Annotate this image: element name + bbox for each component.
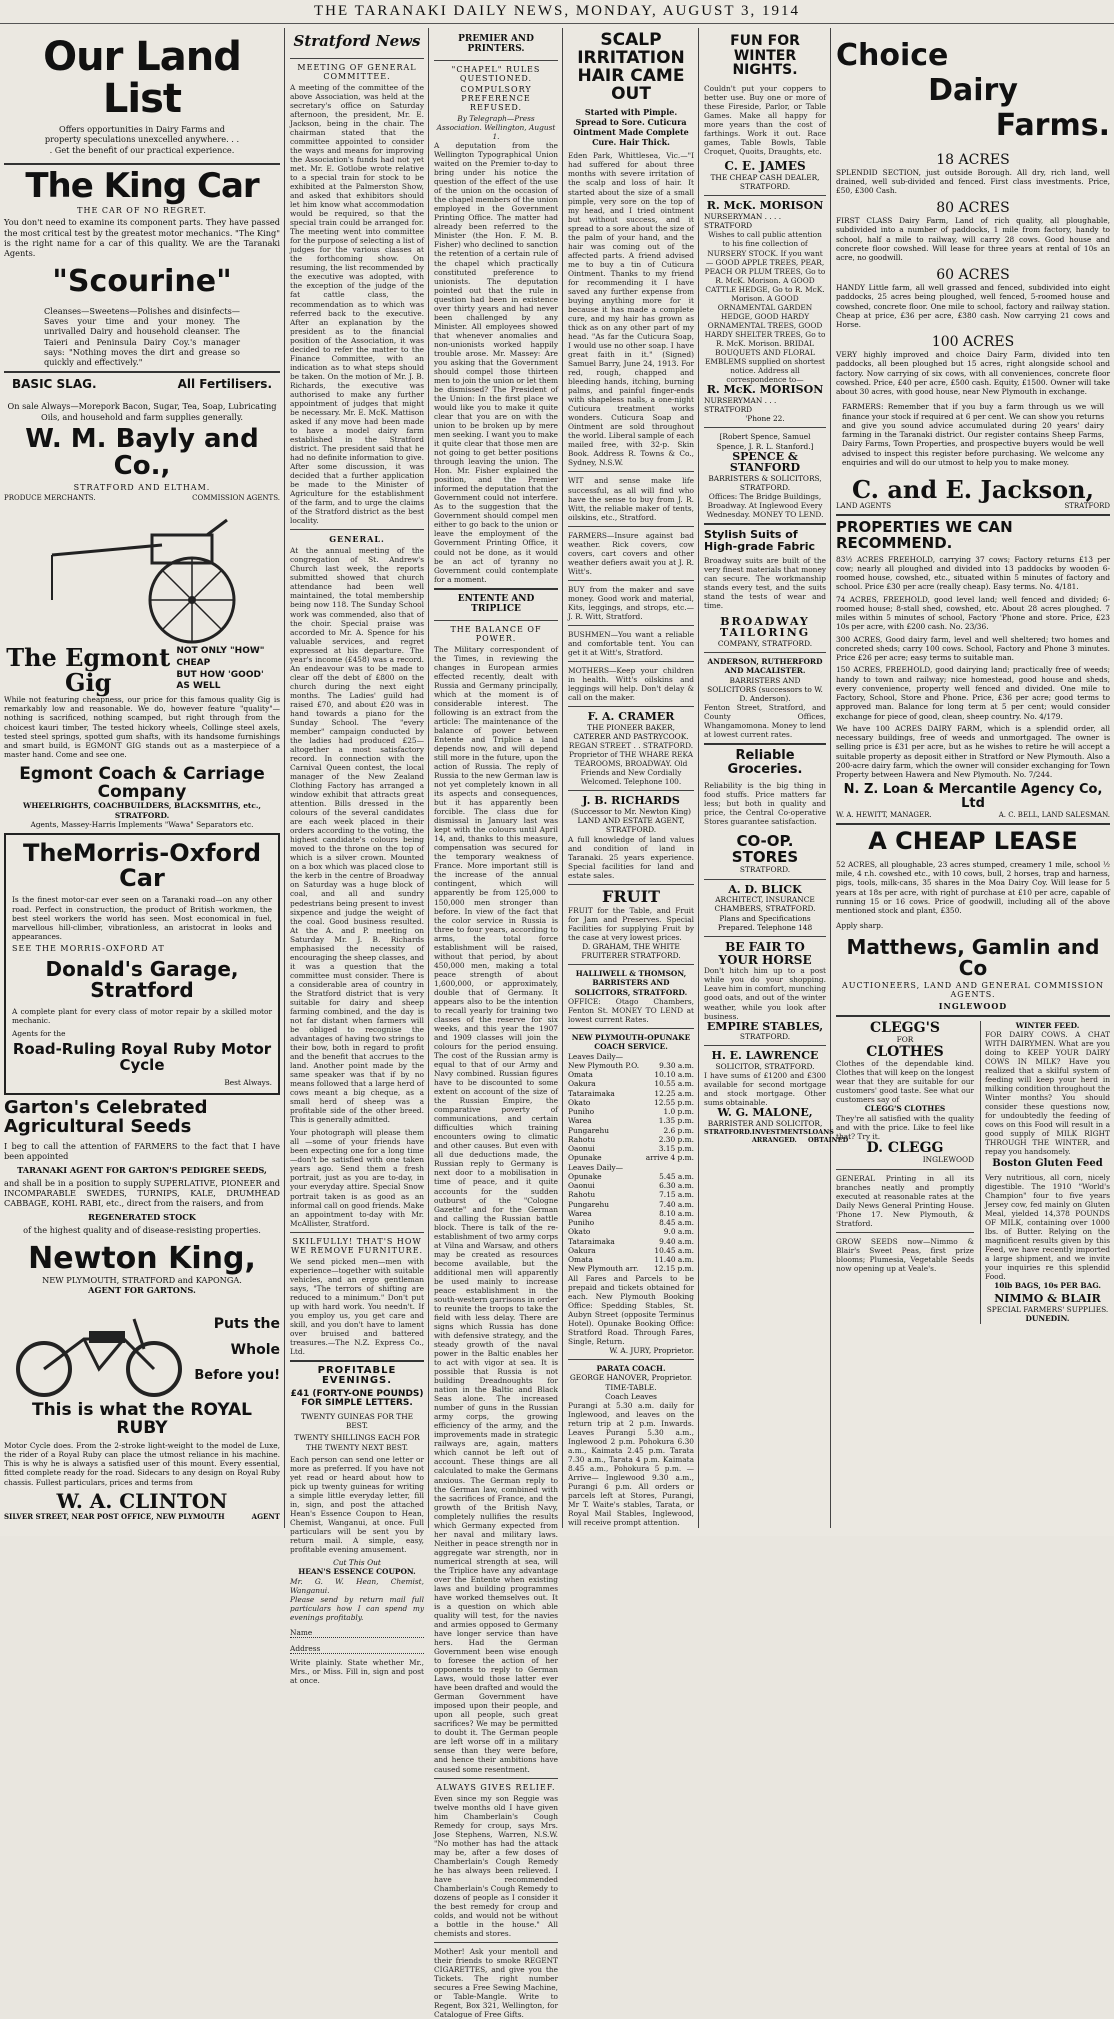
egmont-title: The Egmont Gig — [6, 642, 171, 697]
cut-out: Cut This Out — [333, 1558, 381, 1568]
royal-title: This is what the ROYAL RUBY — [31, 1400, 253, 1438]
properties-list — [836, 555, 1110, 780]
fair-body: Don't hitch him up to a post while you do your shopping. Leave him in comfort, munching good oats, and out of the winter weather, while you look after business. — [704, 966, 826, 1021]
hanover: GEORGE HANOVER, Proprietor. TIME-TABLE. — [569, 1373, 693, 1392]
general-body: At the annual meeting of the congregation of St. Andrew's Church last week, the reports submitted showed that church attendance had been well maintained, the total membership being now 118. The Sunday School work was commended, also that of the choir. Special praise was accorded to Mr. A. Spence for his valuable services, and regret expressed at his departure. The year's income (£458) was a record. An endeavour was to be made to clear off the debt of £800 on the church during the next eight months. The Ladies' guild had raised £70, and about £20 was in hand towards a piano for the Sunday School. The "every member" campaign conducted by the ladies had produced £25—altogether a most satisfactory record. In connection with the Carnival Queen contest, the local manager of the New Zealand Clothing Factory has arranged a window exhibit that attracts great attention. Bills dressed in the colours of the several candidates are each week placed in their orders according to the voting, the highest candidate's colours being moved to the throne on the top of which is a silver crown. Mounted on a box which was placed close to the kerb in the centre of Broadway on Saturday was a huge block of coal, and all and sundry pedestrians being present to invest sixpence and judge the weight of the coal. Good business resulted. At the A. and P. meeting on Saturday Mr. J. B. Richards emphasised the necessity of encouraging the sheep classes, and it was a question that the committee must consider. There is a considerable area of country in the Stratford district that is very suitable for dairy and sheep farming combined, and the day is not far distant when farmers will be obliged to recognise the advantages of having two strings to their bow, both in regard to profit and the benefit that accrues to the land. Another point made by the same speaker was that if by no means followed that a large herd of cows meant a big cheque, as a small herd of sheep was a profitable side of the other breed. This is generally admitted. — [290, 546, 424, 1125]
sanger-body: Mother! Ask your mentoll and their friends to smoke REGENT CIGARETTES, and give you the Tickets. The right number secures a Free Sewing Machine, or Table-Mangle. Write to Regent, Box 321, Wellington, for Catalogue of Free Gifts. — [434, 1947, 558, 2019]
stop-time: 1.0 p.m. — [663, 1107, 694, 1117]
morison-head: R. McK. MORISON — [706, 199, 824, 213]
winter-feed-ad — [980, 1021, 1110, 1324]
garton-ad — [4, 1099, 280, 1295]
timetable-row — [568, 1237, 694, 1246]
coach-title: Egmont Coach & Carriage Company — [19, 763, 265, 802]
motorcycle-illustration — [4, 1299, 194, 1399]
fruit-body: FRUIT for the Table, and Fruit for Jam and Preserves. Special Facilities for supplying Fruit by the case at very lowest prices. — [568, 905, 694, 942]
morris-title: TheMorris-Oxford Car — [22, 839, 262, 893]
clinton-addr: SILVER STREET, NEAR POST OFFICE, NEW PLYMOUTH — [4, 1511, 225, 1521]
garton-body3: of the highest quality and of disease-resisting properties. — [23, 1224, 261, 1235]
entente-body: The Military correspondent of the Times, in reviewing the changes in European armies effected recently, dealt with Russia and Germany principally, which at the moment is of considerable interest. The following is an extract from the article: The maintenance of the balance of power between Entente and Triplice a land depends now, and will depend still more in the future, upon the action of Russia. The reply of Russia to the new German law is not yet completely known in all its aspects and consequences, but it has apparently been forcible. The class due for dismissal in January last was kept with the colours until April 14, and, thanks to this measure, compensation was secured for the temporary weakness of France. More important still is the increase of the annual contingent, which will apparently be from 125,000 to 150,000 men stronger than before. In view of the fact that the color service in Russia is three to four years, according to arms, the total force establishment will be raised, without that period, by about 450,000 men, making a total peace strength of about 1,600,000, or approximately, double that of Germany. It appears also to be the intention to recall yearly for training two classes of the reserve for six weeks, and this year the 1907 and 1909 classes will join the colours for the period ensuing. The cost of the Russian army is equal to that of our Army and Navy combined. Russian figures have to be discounted to some extent on account of the size of the Russian Empire, the comparative poverty of communications, and certain difficulties which training encounters owing to climatic and other causes. But even with all due deductions made, the Russian reply to Germany is next door to a mobilisation in time of peace, and it quite accounts for the sudden outburst of the "Cologne Gazette" and for the German and calling the Russian battle block. There is talk of the re-establishment of two army corps at Vilna and Warsaw, and others may be created as resources become available, but the additional men will apparently be used mainly to increase peace establishment in the south-western garrisons in order to reunite the troops to take the field with less delay. There are signs which Russia has done with defensive strategy, and the steady growth of the naval power in the Baltic enables her to act with vigor at sea. It is possible that Russia is not building Dreadnoughts for nation in the Baltic and Black Seas alone. The increased number of guns in the Russian army corps, the growing efficiency of the army, and the improvements made in strategic railways are, again, matters which cannot be left out of account. These things are all calculated to make the Germans anxious. The German reply to the German law, combined with the sacrifices of France, and the growth of the British Navy, completely nullifies the results which Germany expected from her naval and military laws. Neither in peace strength nor in aggregate war strength, nor in numerical strength at sea, will the Triplice have any advantage over the Entente when existing laws and building programmes have worked themselves out. It is a question on which able quality will test, for the navies and armies opposed to Germany have longer service than have hers. Had the German Government been wise enough to foresee the action of her opponents to reply to German Laws, would those latter ever have been drafted and would the German Government have imposed upon their people, and upon all people, such great sacrifices? We may be permitted to doubt it. The German people are left worse off in a military sense than they were before, and hence their ambitions have caused some resentment. — [434, 644, 558, 1774]
lease-body: 52 ACRES, all ploughable, 23 acres stumped, creamery 1 mile, school ½ mile, 4 r.h. cowshed etc., with 10 cows, bull, 2 horses, trap and harness, pigs, tools, milk-cans, 35 shares in the Moa Dairy Coy. Will lease for 5 years at 18s per acre, with right of purchase at £10 per acre, capable of running 15 or 16 cows. Price of goodwill, including all of the above mentioned stock and plant, £350. — [836, 859, 1110, 916]
stop-name: Okato — [568, 1097, 591, 1107]
bushmen-body: BUSHMEN—You want a reliable and comfortable tent. You can get it at Witt's, Stratford. — [568, 629, 694, 657]
halliwell-body: OFFICE: Otago Chambers, Fenton St. MONEY TO LEND at lowest current Rates. — [568, 996, 694, 1025]
timetable-row — [568, 1135, 694, 1144]
cramer-head: F. A. CRAMER — [587, 710, 675, 724]
photo-body: Your photograph will please them all —some of your friends have been expecting one for a long time—don't be satisfied with one taken years ago. Send them a fresh portrait, just as you are to-day, in your everyday attire. Special Snow portrait taken is as good as an informal call on good friends. Make an appointment to-day with Mr. McAllister, Stratford. — [290, 1128, 424, 1228]
bayly-ad — [4, 377, 280, 501]
stop-name: Omata — [568, 1070, 593, 1080]
stop-time: 7.40 a.m. — [659, 1199, 694, 1209]
mothers-body: MOTHERS—Keep your children in health. Witt's oilskins and leggings will help. Don't delay & call on the maker. — [568, 666, 694, 703]
stop-time: 12.55 p.m. — [654, 1097, 694, 1107]
donald-title: Donald's Garage, Stratford — [45, 956, 239, 1002]
stop-time: 8.45 a.m. — [659, 1218, 694, 1228]
farms-head: Farms. — [995, 108, 1110, 143]
coupon-foot: Write plainly. State whether Mr., Mrs., or Miss. Fill in, sign and post at once. — [290, 1657, 424, 1685]
spence-names: [Robert Spence, Samuel Spence, J. R. L. Stanford.] — [716, 432, 814, 451]
stop-name: Warea — [568, 1116, 592, 1126]
stop-name: Oakura — [568, 1079, 596, 1089]
blick-head: A. D. BLICK — [728, 882, 802, 896]
nursery-line: NURSERYMAN . . . . STRATFORD — [704, 211, 782, 231]
timetable-row — [568, 1089, 694, 1098]
empire-sub: STRATFORD. — [739, 1032, 791, 1042]
timetable-row — [568, 1264, 694, 1273]
morris-body: Is the finest motor-car ever seen on a Taranaki road—on any other road. Perfect in construction, the product of British workmen, the best steel workers the world has seen. Most economical in fuel, marvellous hill-climber, vibrationless, an aristocrat in looks and appearances. — [12, 895, 272, 942]
stop-time: 7.15 a.m. — [659, 1190, 694, 1200]
land-list-title: Our Land List — [43, 34, 241, 122]
premier-body: A deputation from the Wellington Typographical Union waited on the Premier to-day to bring under his notice the question of the effect of the use of the union on the occasion of the chapel members of the union employed in the Government Printing Office. The matter had already been referred to the Minister (the Hon. F. M. B. Fisher) who declined to sanction the retention of a certain rule of the chapel which practically constituted preference to unionists. The deputation pointed out that the rule in question had been in existence over thirty years and had never been challenged by any Minister. All employees showed that whenever anomalies and non-unionists worked happily trouble arose. Mr. Massey: Are you asking that the Government should compel those thirteen men to join the union or let them be dismissed? The President of the Union: In the first place we would like you to make it quite clear that you are on with the union to be broken up by mere men seeking. I want you to make it quite clear that those men are not going to get better positions through leaving the union. The Hon. Mr. Fisher explained the position, and the Premier informed the deputation that the Government could not interfere. As to the suggestion that the Government should compel men either to go back to the union or leave the employment of the Government Printing Office, it could not be done, as it would be an act of tyranny no Government could contemplate for a moment. — [434, 141, 558, 584]
garton-agent: TARANAKI AGENT FOR GARTON'S PEDIGREE SEEDS, — [17, 1164, 267, 1175]
wit-body: WIT and sense make life successful, as all will find who have the sense to buy from J. R. Witt, the reliable maker of tents, oilskins, etc., Stratford. — [568, 476, 694, 522]
loans: LOANS OBTAINED — [807, 1128, 849, 1145]
column-2 — [286, 26, 428, 1685]
coach-foot: All Fares and Parcels to be prepaid and tickets obtained for each. New Plymouth Booking Office: Spedding Stables, St. Aubyn Street (opposite Terminus Hotel). Opunake Booking Office: Stratford Road. Through Fares, Single, Return. — [568, 1273, 694, 1346]
agm-body: A meeting of the committee of the above Association, was held at the secretary's office on Saturday afternoon, the president, Mr. E. Jackson, being in the chair. The chairman stated that the committee appointed to consider the ways and means for improving the Association's funds had not yet met. Mr. E. Gotlobe wrote relative to a special train for stock to be exhibited at the Palmerston Show, and asked that exhibitors should let him know what accommodation would be required, so that the special train could be arranged for. The meeting went into committee for the purpose of selecting a list of judges for the various classes at the forthcoming show. On resuming, the list recommended by the executive was adopted, with the exception of the judge of the fat cattle class, the recommendation as to which was referred back to the executive. After an explanation by the president as to the financial position of the Association, it was decided to refer the matter to the Finance Committee, with an indication as to what steps should be taken. On the motion of Mr. J. B. Richards, the executive was authorised to make any further appointment of judges that might be necessary. Mr. E. McK. Mattison asked if any move had been made to have a model dairy farm established in the Stratford district. The president said that he had no definite information to give. After some discussion, it was decided that a further application be made to the Minister of Agriculture for the establishment of the farm, and to urge the claims of the Stratford district as the best locality. — [290, 82, 424, 526]
stop-time: arrive 4 p.m. — [645, 1153, 694, 1163]
scalp-head: SCALP IRRITATION HAIR CAME OUT — [577, 30, 685, 104]
stop-time: 6.30 a.m. — [659, 1181, 694, 1191]
general-printing: GENERAL Printing in all its branches neatly and promptly executed at reasonable rates at the Daily News General Printing House. 'Phone 17. New Plymouth, & Stratford. — [836, 1173, 974, 1228]
king-car-title: The King Car — [25, 165, 259, 206]
seeds-body: GROW SEEDS now—Nimmo & Blair's Sweet Peas, first prize blooms; Plumesia, Vegetable Seeds now opening up at Veale's. — [836, 1236, 974, 1273]
stop-time: 9.30 a.m. — [659, 1060, 694, 1070]
stop-time: 12.15 p.m. — [654, 1264, 694, 1274]
timetable-row — [568, 1144, 694, 1153]
phone-22: 'Phone 22. — [745, 414, 785, 424]
acres-80-body: FIRST CLASS Dairy Farm, Land of rich quality, all ploughable, subdivided into a number of paddocks, 1 mile from factory, handy to school, half a mile to railway, will carry 28 cows. Good house and concrete floor cowshed. Will lease for three years at rental of 10s an acre, no goodwill. — [836, 216, 1110, 263]
gluten-head: Boston Gluten Feed — [992, 1158, 1103, 1170]
leaves-daily-2: Leaves Daily— — [568, 1162, 624, 1172]
stop-name: Oakura — [568, 1245, 596, 1255]
malone-head: W. G. MALONE, — [717, 1106, 813, 1120]
farmers-witt: FARMERS—Insure against bad weather. Rick covers, cow covers, cart covers and other weather defiers await you at J. R. Witt's. — [568, 530, 694, 576]
cramer-sub: THE PIONEER BAKER, CATERER AND PASTRYCOOK. — [573, 722, 689, 741]
stop-name: Puniho — [568, 1107, 595, 1117]
gig-illustration — [42, 505, 242, 645]
stop-time: 1.35 p.m. — [658, 1116, 694, 1126]
choice-head: Choice — [836, 38, 949, 73]
stop-name: Omata — [568, 1255, 593, 1265]
timetable-outbound — [568, 1061, 694, 1163]
newton-title: Newton King, — [28, 1241, 256, 1276]
scourine-title: "Scourine" — [52, 264, 232, 300]
stop-name: Rahotu — [568, 1134, 596, 1144]
acres-18-head: 18 ACRES — [936, 152, 1010, 168]
timetable-row — [568, 1153, 694, 1162]
column-6 — [832, 26, 1114, 1531]
scourine-ad — [4, 266, 280, 367]
byline: By Telegraph—Press Association. Wellington, August 1. — [436, 114, 556, 142]
regen: REGENERATED STOCK — [88, 1211, 196, 1222]
stop-name: Rahotu — [568, 1190, 596, 1200]
coach-sub: WHEELRIGHTS, COACHBUILDERS, BLACKSMITHS, etc., STRATFORD. — [23, 801, 261, 820]
garton-body1: I beg to call the attention of FARMERS to the fact that I have been appointed — [4, 1141, 280, 1162]
stop-time: 2.6 p.m. — [663, 1125, 694, 1135]
broadway-head: BROADWAY TAILORING — [719, 614, 811, 640]
stop-name: Oaonui — [568, 1144, 595, 1154]
basic-slag: BASIC SLAG. — [12, 377, 97, 392]
clinton-title: W. A. CLINTON — [56, 1488, 228, 1513]
newton-sub: NEW PLYMOUTH, STRATFORD and KAPONGA. — [42, 1274, 242, 1285]
scalp-body: Eden Park, Whittlesea, Vic.—"I had suffered for about three months with severe irritation of the scalp and loss of hair. It started about the size of a small pimple, very sore on the top of my head, and I tried ointment but without success, and it spread to a sore about the size of the palm of your hand, and the hair was coming out of the affected parts. A friend advised me to buy a tin of Cuticura Ointment. Thanks to my friend for recommending it I have saved any further expense from buying anything more for it because it has made a complete cure, and my hair has grown as thick as on any other part of my head. "As far the Cuticura Soap, I would use no other soap. I have great faith in it." (Signed) Samuel Barry, June 24, 1913. For red, rough, chapped and bleeding hands, itching, burning palms, and painful finger-ends with shapeless nails, a one-night Cuticura treatment works wonders. Cuticura Soap and Ointment are sold throughout the world. Liberal sample of each mailed free, with 32-p. Skin Book. Address R. Towns & Co., Sydney, N.S.W. — [568, 151, 694, 468]
clegg-for: FOR — [896, 1035, 914, 1045]
king-car-sub: THE CAR OF NO REGRET. — [77, 206, 207, 216]
leaves-daily: Leaves Daily— — [568, 1051, 624, 1061]
before: Before you! — [194, 1367, 280, 1383]
timetable-row — [568, 1255, 694, 1264]
whole: Whole — [230, 1341, 280, 1358]
spence-head: SPENCE & STANFORD — [729, 449, 801, 475]
property-listing: We have 100 ACRES DAIRY FARM, which is a splendid order, all necessary buildings, free of weeds and unmortgaged. The owner is selling price is £31 per acre, but as he wishes to retire he will accept a suitable property as deposit either in Stratford or New Plymouth. Also a 200-acre dairy farm, which the owner will consider exchanging for Town Property between Hawera and New Plymouth. No. 7/244. — [836, 723, 1110, 780]
clegg-clothes-2: CLEGG'S CLOTHES — [864, 1104, 946, 1114]
compulsory: COMPULSORY PREFERENCE REFUSED. — [460, 85, 532, 112]
stop-time: 10.55 a.m. — [654, 1079, 694, 1089]
garton-body2: and shall be in a position to supply SUPERLATIVE, PIONEER and INCOMPARABLE SWEDES, TURNIPS, KALE, DRUMHEAD CABBAGE, KOHL RABI, etc., direct from the raisers, and from — [4, 1177, 280, 1209]
column-1 — [0, 26, 284, 1531]
scourine-body: Cleanses—Sweetens—Polishes and disinfects—Saves your time and your money. The unrivalled Dairy and household cleanser. The Taieri and Peninsula Dairy Coy.'s manager says: "Nothing moves the dirt and grease so quickly and effectively." — [44, 305, 240, 368]
coupon-please: Please send by return mail full particulars how I can spend my evenings profitably. — [290, 1594, 424, 1622]
richards-sub: (Successor to Mr. Newton King) LAND AND ESTATE AGENT, STRATFORD. — [571, 806, 691, 835]
timetable-row — [568, 1126, 694, 1135]
grocer-body: Reliability is the big thing in food stuffs. Price matters far less; but both in quality and price, the Central Co-operative Stores guarantee satisfaction. — [704, 780, 826, 826]
property-listing: 83½ ACRES FREEHOLD, carrying 37 cows; Factory returns £13 per cow; nearly all ploughed and divided into 13 paddocks by wooden 6-roomed house, cowshed, etc., situated within 5 minutes of factory and school. Price £30 per acre (really cheap). Easy terms. No. 4/181. — [836, 554, 1110, 592]
anderson-head: ANDERSON, RUTHERFORD AND MACALISTER. — [707, 657, 823, 676]
coupon-name: Name — [290, 1628, 424, 1638]
property-listing: 300 ACRES, Good dairy farm, level and well sheltered; two homes and concreted sheds; carry 100 cows. School, Factory and Phone 3 minutes. Price £26 per acre; easy terms to suitable man. — [836, 634, 1110, 663]
richards-body: A full knowledge of land values and condition of land in Taranaki. 25 years experience. Special facilities for land and estate sales. — [568, 834, 694, 880]
coach-leaves: Coach Leaves — [605, 1391, 657, 1401]
timetable-row — [568, 1116, 694, 1125]
acres-100-body: VERY highly improved and choice Dairy Farm, divided into ten paddocks, all been ploughed but 15 acres, right alongside school and factory. Now carrying of six cows, with all conveniences, concrete floor cowshed. Price, £40 per acre, £500 cash. Equity, £1500. Owner will take about 30 acres, with good house, near New Plymouth in exchange. — [836, 350, 1110, 396]
hewitt: W. A. HEWITT, MANAGER. — [836, 810, 932, 819]
column-rule — [284, 28, 285, 1528]
scalp-sub: Started with Pimple. Spread to Sore. Cuticura Ointment Made Complete Cure. Hair Thick. — [573, 107, 689, 148]
timetable-row — [568, 1098, 694, 1107]
lawrence-sub: SOLICITOR, STRATFORD. — [715, 1061, 815, 1071]
clegg-place: INGLEWOOD — [922, 1155, 974, 1165]
newton-agent: AGENT FOR GARTONS. — [88, 1284, 196, 1295]
column-4 — [564, 26, 698, 1531]
puts: Puts the — [213, 1315, 280, 1332]
suits-body: Broadway suits are built of the very finest materials that money can secure. The workmanship stands every test, and the suits stand the tests of wear and time. — [704, 555, 826, 610]
lease-head: A CHEAP LEASE — [868, 826, 1078, 855]
sale-line: On sale Always—Morepork Bacon, Sugar, Tea, Soap, Lubricating Oils, and household and farm supplies generally. — [7, 401, 277, 422]
stop-name: Opunake — [568, 1171, 602, 1181]
balance-head: THE BALANCE OF POWER. — [450, 624, 542, 643]
clegg-name: D. CLEGG — [866, 1139, 944, 1156]
royal-ruby-ad — [4, 1299, 280, 1399]
stop-time: 10.10 a.m. — [654, 1070, 694, 1080]
column-rule — [830, 28, 831, 1528]
winter-feed: WINTER FEED. — [1015, 1020, 1080, 1030]
malone-sub: BARRISTER AND SOLICITOR, — [707, 1118, 823, 1128]
parata-body: Purangi at 5.30 a.m. daily for Inglewood, and leaves on the return trip at 2 p.m. Inwards. Leaves Purangi 5.30 a.m., Inglewood 2 p.m. Pohokura 6.30 a.m., Kaimata 2.45 p.m. Tarata 7.30 a.m., Tarata 4 p.m. Kaimata 8.45 a.m., Pohokura 5 p.m. —Arrive— Inglewood 9.30 a.m., Purangi 6 p.m. All orders or parcels left at Stores, Purangi, Mr T. Waite's stables, Tarata, or Royal Mail Stables, Inglewood, will receive prompt attention. — [568, 1401, 694, 1528]
richards-head: J. B. RICHARDS — [582, 794, 680, 808]
egmont-tag2: BUT HOW 'GOOD' AS WELL — [176, 669, 264, 692]
stop-name: Tataraimaka — [568, 1236, 615, 1246]
spence-sub: BARRISTERS & SOLICITORS, STRATFORD. — [708, 473, 822, 493]
egmont-gig-ad — [4, 505, 280, 830]
nimmo-sub: SPECIAL FARMERS' SUPPLIES. — [986, 1305, 1109, 1315]
agents-for: Agents for the — [12, 1029, 66, 1039]
stop-time: 11.40 a.m. — [654, 1255, 694, 1265]
column-rule — [428, 28, 429, 1528]
winter-body: FOR DAIRY COWS. A CHAT WITH DAIRYMEN. What are you doing to KEEP YOUR DAIRY COWS IN MILK? Have you realized that a skilful system of feeding will keep your herd in milking condition throughout the Winter months? You should consider these questions now, for undoubtedly the feeding of cows on this Food will result in a good supply of MILK RIGHT THROUGH THE WINTER, and repay you handsomely. — [985, 1029, 1110, 1157]
stop-time: 12.25 a.m. — [654, 1088, 694, 1098]
egmont-tag1: NOT ONLY "HOW" CHEAP — [176, 646, 265, 669]
stop-time: 5.45 a.m. — [659, 1171, 694, 1181]
acres-60-body: HANDY Little farm, all well grassed and fenced, subdivided into eight paddocks, 25 acres being ploughed, well fenced, 5-roomed house and cowshed, concrete floor. One mile to school, factory and railway station. Cheap at price, £36 per acre, £380 cash. Now carrying 21 cows and Horse. — [836, 283, 1110, 330]
jackson-head: C. and E. Jackson, — [851, 475, 1094, 504]
props-head: PROPERTIES WE CAN RECOMMEND. — [836, 518, 1013, 552]
matthews-head: Matthews, Gamlin and Co — [846, 934, 1100, 980]
nimmo-head: NIMMO & BLAIR — [994, 1292, 1101, 1306]
clegg-head: CLEGG'S — [870, 1019, 940, 1036]
stop-name: Opunake — [568, 1153, 602, 1163]
timetable-row — [568, 1190, 694, 1199]
profit-prize: £41 (FORTY-ONE POUNDS) FOR SIMPLE LETTERS. — [290, 1388, 424, 1409]
spence-body: Offices: The Bridge Buildings, Broadway. At Inglewood Every Wednesday. MONEY TO LEND. — [706, 492, 824, 520]
timetable-row — [568, 1246, 694, 1255]
ruby-title: Road-Ruling Royal Ruby Motor Cycle — [12, 1040, 272, 1075]
morison-body: Wishes to call public attention to his fine collection of NURSERY STOCK. If you want— GOOD APPLE TREES, PEAR, PEACH OR PLUM TREES, Go to R. McK. Morison. A GOOD CATTLE HEDGE, Go to R. McK. Morison. A GOOD ORNAMENTAL GARDEN HEDGE, GOOD HARDY ORNAMENTAL TREES, GOOD HARDY SHELTER TREES, Go to R. McK. Morison. BRIDAL BOUQUETS AND FLORAL EMBLEMS supplied on shortest notice. Address all correspondence to— — [704, 230, 826, 384]
stop-name: Pungarehu — [568, 1199, 610, 1209]
coop-head: CO-OP. STORES — [731, 831, 799, 866]
bottom-ads — [836, 1021, 1110, 1324]
cramer-body: REGAN STREET . . STRATFORD. Proprietor of THE WHARE REKA TEAROOMS, BROADWAY. Old Friends and New Cordially Welcomed. Telephone 100. — [568, 741, 694, 787]
agm-head: MEETING OF GENERAL COMMITTEE. — [297, 62, 417, 81]
timetable-row — [568, 1070, 694, 1079]
commission: COMMISSION AGENTS. — [192, 493, 280, 502]
profit-shillings: TWENTY SHILLINGS EACH FOR THE TWENTY NEXT BEST. — [294, 1433, 420, 1452]
dairy-head: Dairy — [928, 73, 1018, 108]
stop-time: 3.15 p.m. — [658, 1144, 694, 1154]
skill-body: We send picked men—men with experience—together with suitable vehicles, and an ergo gentleman says, "The terrors of shifting are reduced to a minimum." Don't put up with hard work. You needn't. If you employ us, you get care and skill, and you don't have to lament over bruised and battered treasures.—The N.Z. Express Co., Ltd. — [290, 1256, 424, 1356]
timetable-inbound — [568, 1172, 694, 1274]
timetable-row — [568, 1061, 694, 1070]
coupon-head: HEAN'S ESSENCE COUPON. — [298, 1567, 416, 1577]
stop-name: Oaonui — [568, 1181, 595, 1191]
lawrence-body: I have sums of £1200 and £300 available for second mortgage and stock mortgage. Other sums obtainable. — [704, 1071, 826, 1108]
property-listing: 150 ACRES, FREEHOLD, good dairying land; practically free of weeds; handy to town and railway; nice homestead, good house and sheds, every convenience, property well fenced and divided. One mile to Factory, School, Store and Phone. Price, £36 per acre; good terms to approved man. Balance for long term at 5 per cent; would consider exchange for piece of good, clean, sheep country. No. 4/179. — [836, 665, 1110, 721]
james-head: C. E. JAMES — [724, 159, 806, 174]
chapel-head: "CHAPEL" RULES QUESTIONED. — [451, 65, 541, 83]
gluten-body: Very nutritious, all corn, nicely digestible. The 1910 "World's Champion" four to five years Jersey cow, fed mainly on Gluten Meal, yielded 14,378 POUNDS OF MILK, containing over 1000 lbs. of Butter. Relying on the magnificent results given by this Feed, we have recently imported a large shipment, and we invite your inquiries re this splendid Food. — [985, 1172, 1110, 1282]
produce: PRODUCE MERCHANTS. — [4, 493, 96, 502]
skill-head: SKILFULLY! THAT'S HOW WE REMOVE FURNITURE. — [290, 1236, 424, 1255]
stop-name: Warea — [568, 1208, 592, 1218]
blick-sub: ARCHITECT, INSURANCE CHAMBERS, STRATFORD. — [714, 895, 816, 914]
stop-name: New Plymouth P.O. — [568, 1060, 640, 1070]
fruit-head: FRUIT — [602, 886, 660, 906]
stop-time: 10.45 a.m. — [654, 1245, 694, 1255]
land-list-ad — [4, 36, 280, 159]
stratford-news-head: Stratford News — [293, 32, 421, 50]
bell: A. C. BELL, LAND SALESMAN. — [998, 810, 1110, 819]
parata-head: PARATA COACH. — [596, 1364, 666, 1374]
morison-2: R. McK. MORISON — [706, 382, 824, 396]
acres-60-head: 60 ACRES — [936, 267, 1010, 284]
stop-time: 2.30 p.m. — [658, 1134, 694, 1144]
land-list-body: Offers opportunities in Dairy Farms and property speculations unexcelled anywhere. . . . Get the benefit of our practical experience. — [44, 124, 240, 155]
stop-time: 8.10 a.m. — [659, 1208, 694, 1218]
stop-name: Okato — [568, 1227, 591, 1237]
stop-name: Pungarehu — [568, 1125, 610, 1135]
profit-head: PROFITABLE EVENINGS. — [317, 1364, 397, 1387]
fun-body: Couldn't put your coppers to better use. Buy one or more of these Fireside, Parlor, or Table Games. Make all happy for more years than the cost of farthings. Work it out. Race games, Table Bowls, Table Croquet, Quoits, Draughts, etc. — [704, 84, 826, 157]
coop-sub: STRATFORD. — [739, 865, 791, 875]
king-car-ad — [4, 165, 280, 259]
coupon-address: Address — [290, 1644, 424, 1654]
anderson-sub: BARRISTERS AND SOLICITORS (successors to W. D. Anderson). — [707, 675, 823, 704]
fertilisers: All Fertilisers. — [177, 377, 272, 392]
stop-name: Tataraimaka — [568, 1088, 615, 1098]
stop-name: Puniho — [568, 1218, 595, 1228]
land-agents: LAND AGENTS — [836, 502, 892, 511]
profit-body: Each person can send one letter or more as preferred. If you have not yet read or heard about how to pick up twenty guineas for writing a simple little everyday letter, fill in, sign, and post the attached Hean's Essence Coupon to Hean, Chemist, Wanganui, at once. Full particulars will be sent you by return mail. A simple, easy, profitable evening amusement. — [290, 1454, 424, 1555]
nimmo-foot: DUNEDIN. — [1025, 1314, 1070, 1324]
morris-see: SEE THE MORRIS-OXFORD AT — [12, 943, 165, 953]
coach-agents: Agents, Massey-Harris Implements "Wawa" Separators etc. — [30, 819, 254, 829]
stop-time: 9.40 a.m. — [659, 1236, 694, 1246]
egmont-body: While not featuring cheapness, our price for this famous quality Gig is remarkably low and reasonable. We do, however feature "quality"—nothing is sacrificed, nothing scamped, but right through from the choicest kauri timber, The tested hickory wheels, Collinge steel axels, tested steel springs, spotted gum shafts, with its handsome furnishings and smart build, is EGMONT GIG stands out as a masterpiece of a master hand. Come and see one. — [4, 694, 280, 760]
loan-head: N. Z. Loan & Mercantile Agency Co, Ltd — [843, 782, 1103, 812]
garton-title: Garton's Celebrated Agricultural Seeds — [4, 1097, 208, 1138]
grocer-head: Reliable Groceries. — [727, 748, 803, 778]
column-5 — [700, 26, 849, 1531]
fair-head: BE FAIR TO YOUR HORSE — [718, 940, 812, 967]
profit-twenty: TWENTY GUINEAS FOR THE BEST. — [300, 1411, 414, 1431]
clegg-body-2: They're all satisfied with the quality and with the price. Like to feel like that? Try it. — [836, 1113, 974, 1141]
investments: INVESTMENTS ARRANGED. — [751, 1128, 808, 1145]
stop-time: 9.0 a.m. — [663, 1227, 694, 1237]
timetable-row — [568, 1227, 694, 1236]
empire-head: EMPIRE STABLES, — [706, 1019, 824, 1033]
property-listing: 74 ACRES, FREEHOLD, good level land; well fenced and divided; 6-roomed house; 8-stall shed, cowshed, etc. About 28 acres ploughed. 7 miles within 5 minutes of school, Factory 'Phone and store. Price, £23 10s per acre, with £200 cash. No. 23/36. — [836, 594, 1110, 632]
column-rule — [562, 28, 563, 1528]
coach-service-head: NEW PLYMOUTH-OPUNAKE COACH SERVICE. — [571, 1033, 691, 1052]
donald-body: A complete plant for every class of motor repair by a skilled motor mechanic. — [12, 1006, 272, 1025]
matthews-sub: AUCTIONEERS, LAND AND GENERAL COMMISSION AGENTS. — [842, 980, 1104, 999]
clegg-ad — [836, 1021, 974, 1324]
buy-body: BUY from the maker and save money. Good work and material, Kits, leggings, and strops, etc.—J. R. Witt, Stratford. — [568, 584, 694, 621]
morris-oxford-ad — [4, 833, 280, 1095]
farmers-note: FARMERS: Remember that if you buy a farm through us we will finance your stock if required at 6 per cent. We can show you returns and give you sound advice accumulated during 20 years' dairy farming in the Taranaki district. Our register contains Sheep Farms, Dairy Farms, Town Properties, and prospective buyers would be well advised to inspect this register before purchasing. We welcome any enquiries and will do our utmost to help you to make money. — [842, 402, 1104, 467]
inglewood: INGLEWOOD — [938, 1000, 1008, 1011]
timetable-row — [568, 1172, 694, 1181]
timetable-row — [568, 1079, 694, 1088]
king-car-body: You don't need to examine its component parts. They have passed the most critical test by the greatest motor mechanics. "The King" is the right name for a car of this quality. We are the Taranaki Agents. — [4, 217, 280, 259]
best-always: Best Always. — [224, 1077, 272, 1087]
broadway-sub: COMPANY, STRATFORD. — [717, 638, 813, 648]
clinton-agent: AGENT — [251, 1511, 280, 1521]
apply: Apply sharp. — [836, 921, 884, 931]
royal-body: Motor Cycle does. From the 2-stroke light-weight to the model de Luxe, the rider of a Royal Ruby can place the utmost reliance in his machine. This is why he is always a satisfied user of this mount. Every essential, fitted complete ready for the road. Sidecars to any design on Royal Ruby chassis. Fullest particulars, prices and terms from — [4, 1440, 280, 1487]
acres-18-body: SPLENDID SECTION, just outside Borough. All dry, rich land, well drained, well sub-divided and fenced. First class investments. Price, £50, £300 Cash. — [836, 167, 1110, 196]
premier-head: PREMIER AND PRINTERS. — [458, 34, 534, 54]
james-sub: THE CHEAP CASH DEALER, STRATFORD. — [710, 172, 820, 192]
bayly-title: W. M. Bayly and Co., — [25, 423, 259, 482]
lawrence-head: H. E. LAWRENCE — [711, 1049, 819, 1063]
bayly-sub: STRATFORD AND ELTHAM. — [73, 482, 211, 492]
relief-head: ALWAYS GIVES RELIEF. — [436, 1782, 556, 1792]
fun-head: FUN FOR WINTER NIGHTS. — [730, 33, 800, 79]
nursery-line-2: NURSERYMAN . . . STRATFORD — [704, 395, 777, 414]
timetable-row — [568, 1209, 694, 1218]
clegg-body: Clothes of the dependable kind. Clothes that will keep on the longest wear that they are suitable for our customers' good taste. See what our customers say of — [836, 1059, 974, 1105]
gluten-price: 10lb BAGS, 10s PER BAG. — [994, 1281, 1101, 1291]
relief-body: Even since my son Reggie was twelve months old I have given him Chamberlain's Cough Remedy for croup, says Mrs. Jose Stephens, Warren, N.S.W. "No mother has had the attack may be, after a few doses of Chamberlain's Cough Remedy he has always been relieved. I have recommended Chamberlain's Cough Remedy to dozens of people as I consider it the best remedy for croup and colds, and would not be without a bottle in the house." All chemists and stores. — [434, 1793, 558, 1938]
graham: D. GRAHAM, THE WHITE FRUITERER STRATFORD. — [581, 941, 681, 960]
acres-100-head: 100 ACRES — [931, 334, 1015, 351]
jury: W. A. JURY, Proprietor. — [609, 1345, 694, 1355]
timetable-row — [568, 1218, 694, 1227]
stop-name: New Plymouth arr. — [568, 1264, 639, 1274]
jackson-stratford: STRATFORD — [1064, 502, 1110, 511]
anderson-body: Fenton Street, Stratford, and County Offices, Whangamomona. Money to lend at lowest current rates. — [704, 703, 826, 740]
acres-80-head: 80 ACRES — [936, 200, 1010, 217]
masthead: THE TARANAKI DAILY NEWS, MONDAY, AUGUST 3, 1914 — [0, 0, 1114, 24]
halliwell-head: HALLIWELL & THOMSON, BARRISTERS AND SOLICITORS, STRATFORD. — [574, 969, 688, 997]
malone-foot: STRATFORD. — [704, 1128, 752, 1137]
column-3 — [430, 26, 562, 2019]
suits-head: Stylish Suits of High-grade Fabric — [704, 528, 816, 554]
clegg-clothes: CLOTHES — [866, 1043, 944, 1060]
general-head: GENERAL. — [329, 534, 385, 545]
coupon-to: Mr. G. W. Hean, Chemist, Wanganui. — [290, 1576, 424, 1595]
entente-head: ENTENTE AND TRIPLICE — [457, 593, 535, 614]
timetable-row — [568, 1107, 694, 1116]
timetable-row — [568, 1200, 694, 1209]
column-rule — [698, 28, 699, 1528]
blick-body: Plans and Specifications Prepared. Telephone 148 — [717, 913, 813, 932]
timetable-row — [568, 1181, 694, 1190]
